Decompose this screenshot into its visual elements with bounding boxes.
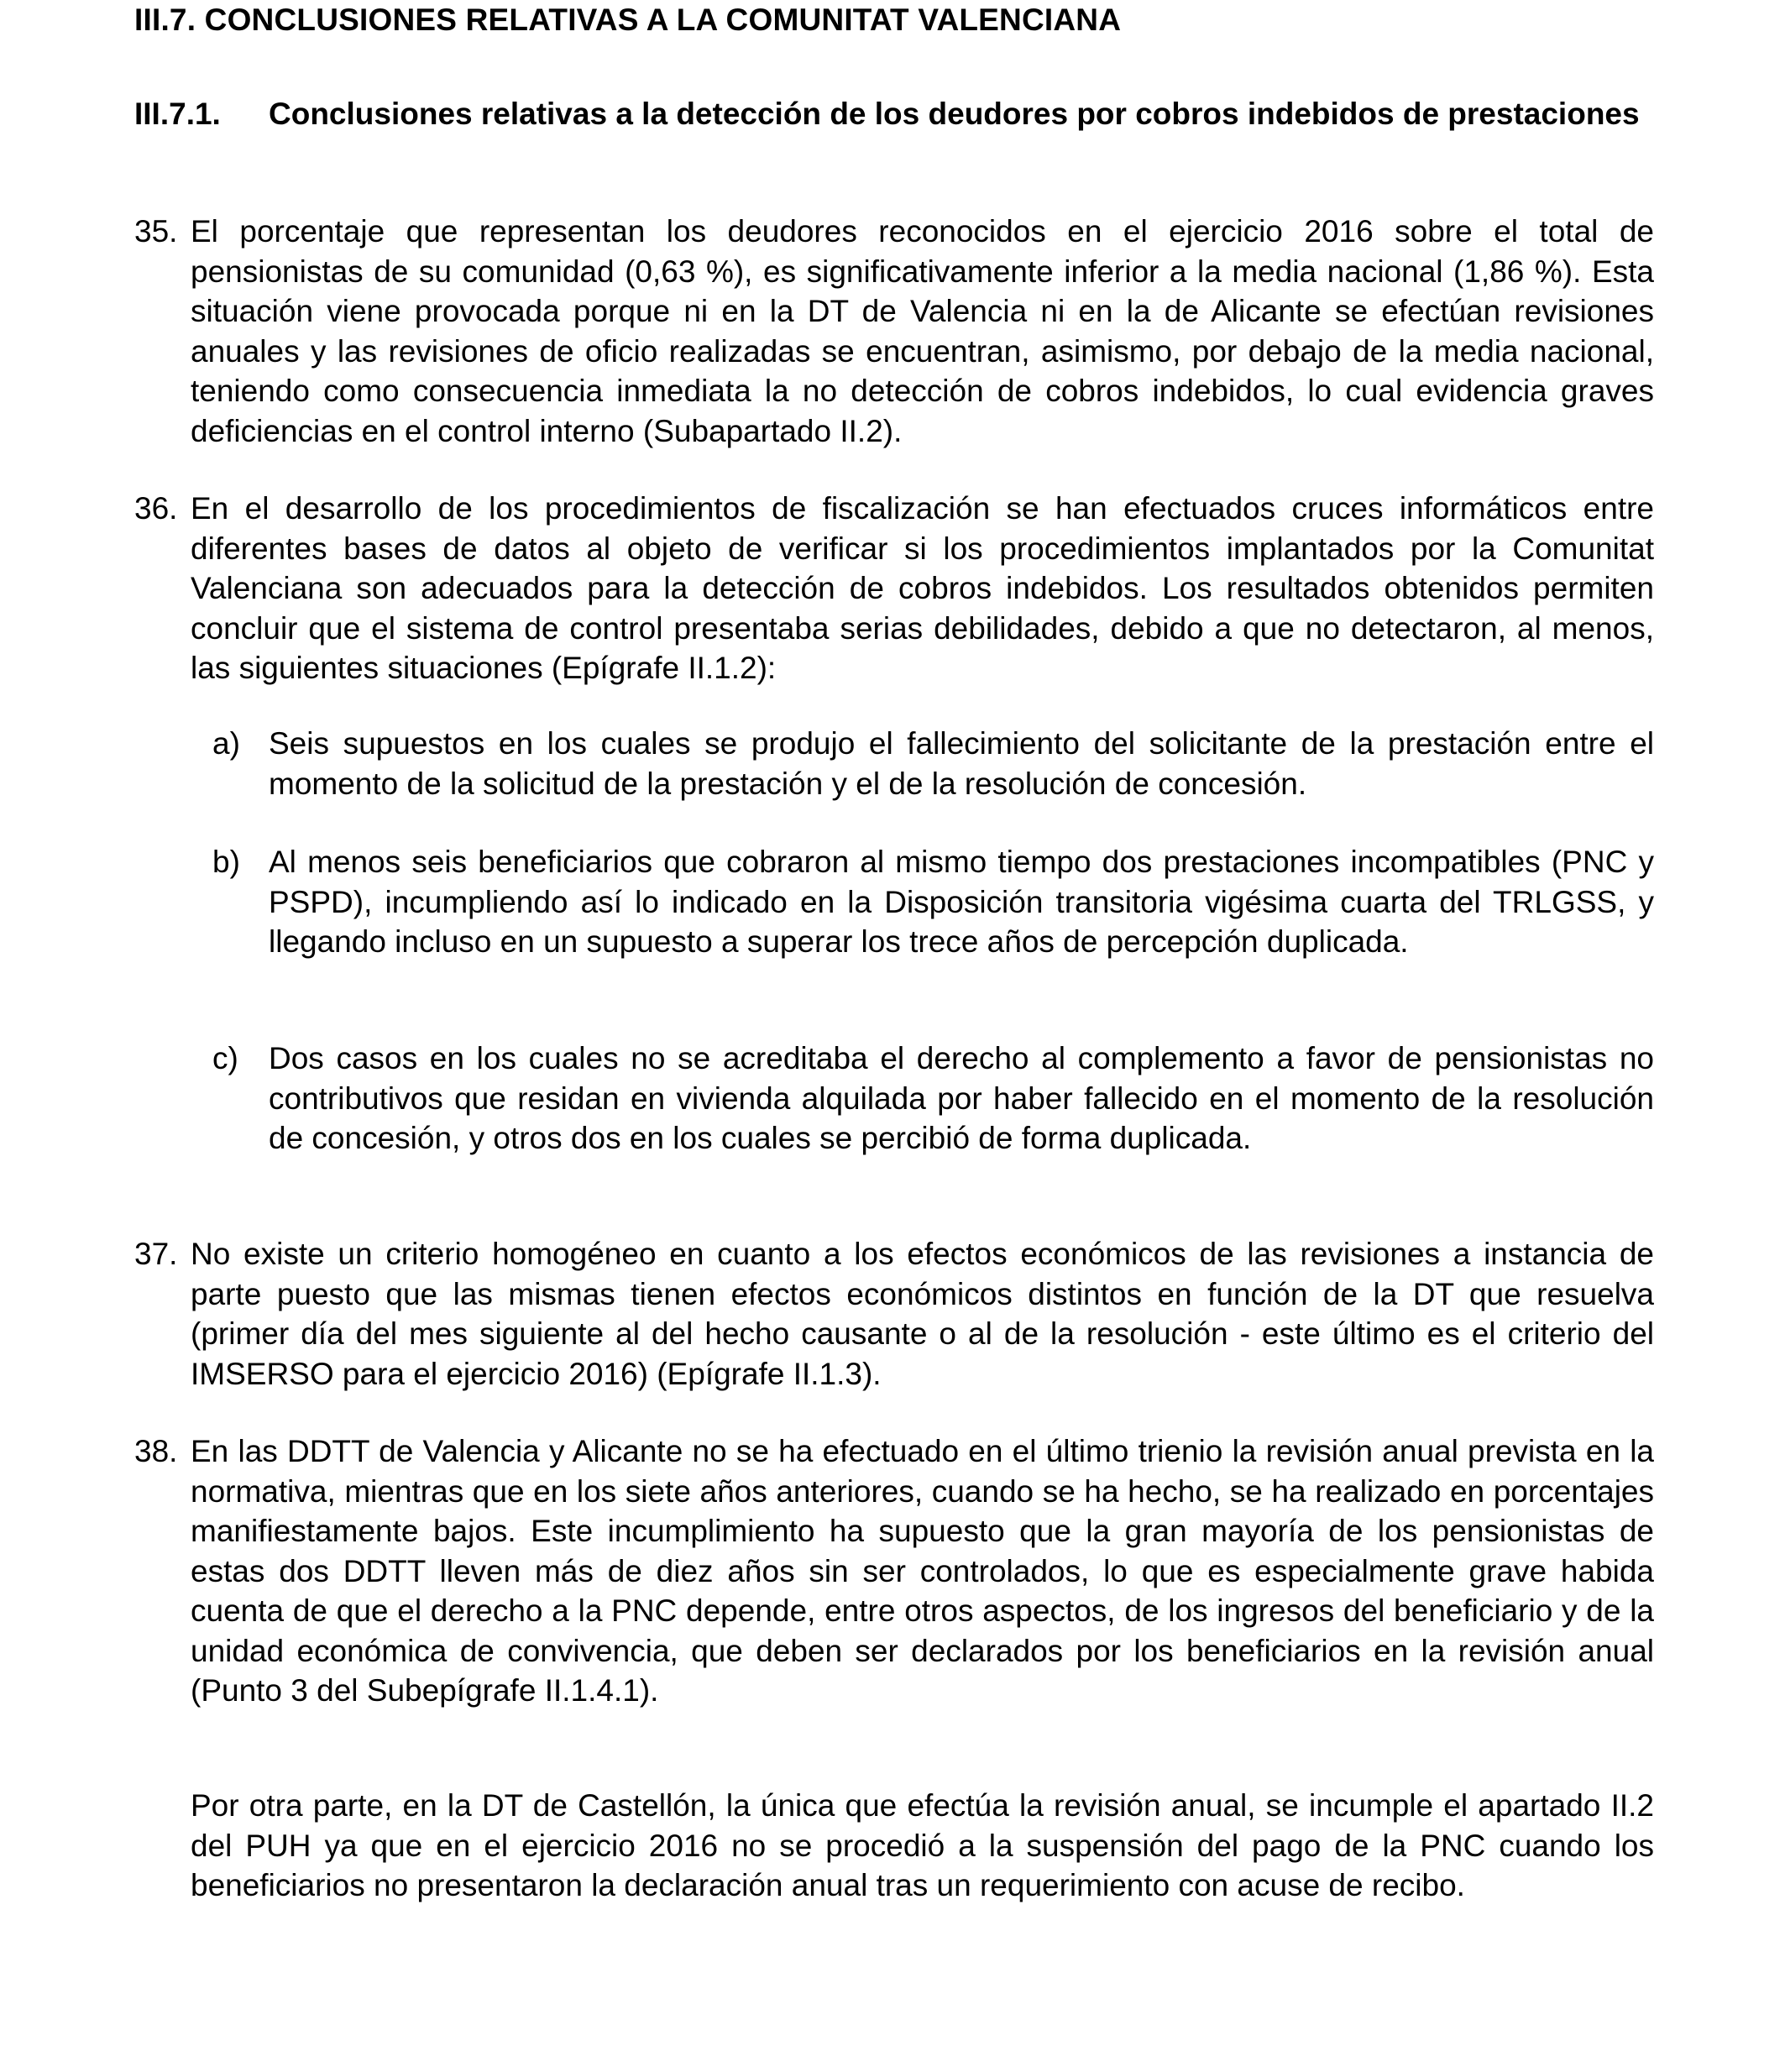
subsection-number: III.7.1.	[134, 97, 221, 131]
list-item-letter: a)	[212, 726, 240, 761]
paragraph-number: 38.	[134, 1434, 178, 1468]
list-item-b	[134, 842, 1654, 962]
paragraph-36	[134, 489, 1654, 688]
paragraph-number: 37.	[134, 1237, 178, 1271]
list-item-c	[134, 1039, 1654, 1159]
paragraph-text: No existe un criterio homogéneo en cuanto a los efectos económicos de las revisiones a instancia de parte puesto que las mismas tienen efectos económicos distintos en función de la DT que resuelva (primer día del mes siguiente al del hecho causante o al de la resolución - este último es el criterio del IMSERSO para el ejercicio 2016) (Epígrafe II.1.3).	[191, 1237, 1654, 1391]
subsection-title: Conclusiones relativas a la detección de los deudores por cobros indebidos de prestaciones	[269, 97, 1640, 131]
paragraph-text: El porcentaje que representan los deudores reconocidos en el ejercicio 2016 sobre el total de pensionistas de su comunidad (0,63 %), es significativamente inferior a la media nacional (1,86 %). Esta situación viene provocada porque ni en la DT de Valencia ni en la de Alicante se efectúan revisiones anuales y las revisiones de oficio realizadas se encuentran, asimismo, por debajo de la media nacional, teniendo como consecuencia inmediata la no detección de cobros indebidos, lo cual evidencia graves deficiencias en el control interno (Subapartado II.2).	[191, 214, 1654, 448]
paragraph-text: Por otra parte, en la DT de Castellón, la única que efectúa la revisión anual, se incumple el apartado II.2 del PUH ya que en el ejercicio 2016 no se procedió a la suspensión del pago de la PNC cuando los beneficiarios no presentaron la declaración anual tras un requerimiento con acuse de recibo.	[191, 1788, 1654, 1902]
list-item-text: Seis supuestos en los cuales se produjo el fallecimiento del solicitante de la prestación entre el momento de la solicitud de la prestación y el de la resolución de concesión.	[269, 726, 1654, 801]
paragraph-38-continuation	[134, 1786, 1654, 1906]
paragraph-text: En las DDTT de Valencia y Alicante no se ha efectuado en el último trienio la revisión anual prevista en la normativa, mientras que en los siete años anteriores, cuando se ha hecho, se ha realizado en porcentajes manifiestamente bajos. Este incumplimiento ha supuesto que la gran mayoría de los pensionistas de estas dos DDTT lleven más de diez años sin ser controlados, lo que es especialmente grave habida cuenta de que el derecho a la PNC depende, entre otros aspectos, de los ingresos del beneficiario y de la unidad económica de convivencia, que deben ser declarados por los beneficiarios en la revisión anual (Punto 3 del Subepígrafe II.1.4.1).	[191, 1434, 1654, 1708]
paragraph-number: 35.	[134, 214, 178, 249]
list-item-letter: c)	[212, 1041, 238, 1075]
paragraph-37	[134, 1234, 1654, 1394]
paragraph-text: En el desarrollo de los procedimientos de fiscalización se han efectuados cruces informáticos entre diferentes bases de datos al objeto de verificar si los procedimientos implantados por la Comunitat Valenciana son adecuados para la detección de cobros indebidos. Los resultados obtenidos permiten concluir que el sistema de control presentaba serias debilidades, debido a que no detectaron, al menos, las siguientes situaciones (Epígrafe II.1.2):	[191, 491, 1654, 685]
paragraph-38	[134, 1431, 1654, 1711]
list-item-letter: b)	[212, 845, 240, 879]
section-title: III.7. CONCLUSIONES RELATIVAS A LA COMUNITAT VALENCIANA	[134, 3, 1122, 37]
list-item-text: Dos casos en los cuales no se acreditaba el derecho al complemento a favor de pensionistas no contributivos que residan en vivienda alquilada por haber fallecido en el momento de la resolución de concesión, y otros dos en los cuales se percibió de forma duplicada.	[269, 1041, 1654, 1155]
list-item-a	[134, 724, 1654, 803]
paragraph-number: 36.	[134, 491, 178, 526]
subsection-heading	[134, 94, 1654, 134]
list-item-text: Al menos seis beneficiarios que cobraron al mismo tiempo dos prestaciones incompatibles (PNC y PSPD), incumpliendo así lo indicado en la Disposición transitoria vigésima cuarta del TRLGSS, y llegando incluso en un supuesto a superar los trece años de percepción duplicada.	[269, 845, 1654, 959]
paragraph-35	[134, 212, 1654, 451]
